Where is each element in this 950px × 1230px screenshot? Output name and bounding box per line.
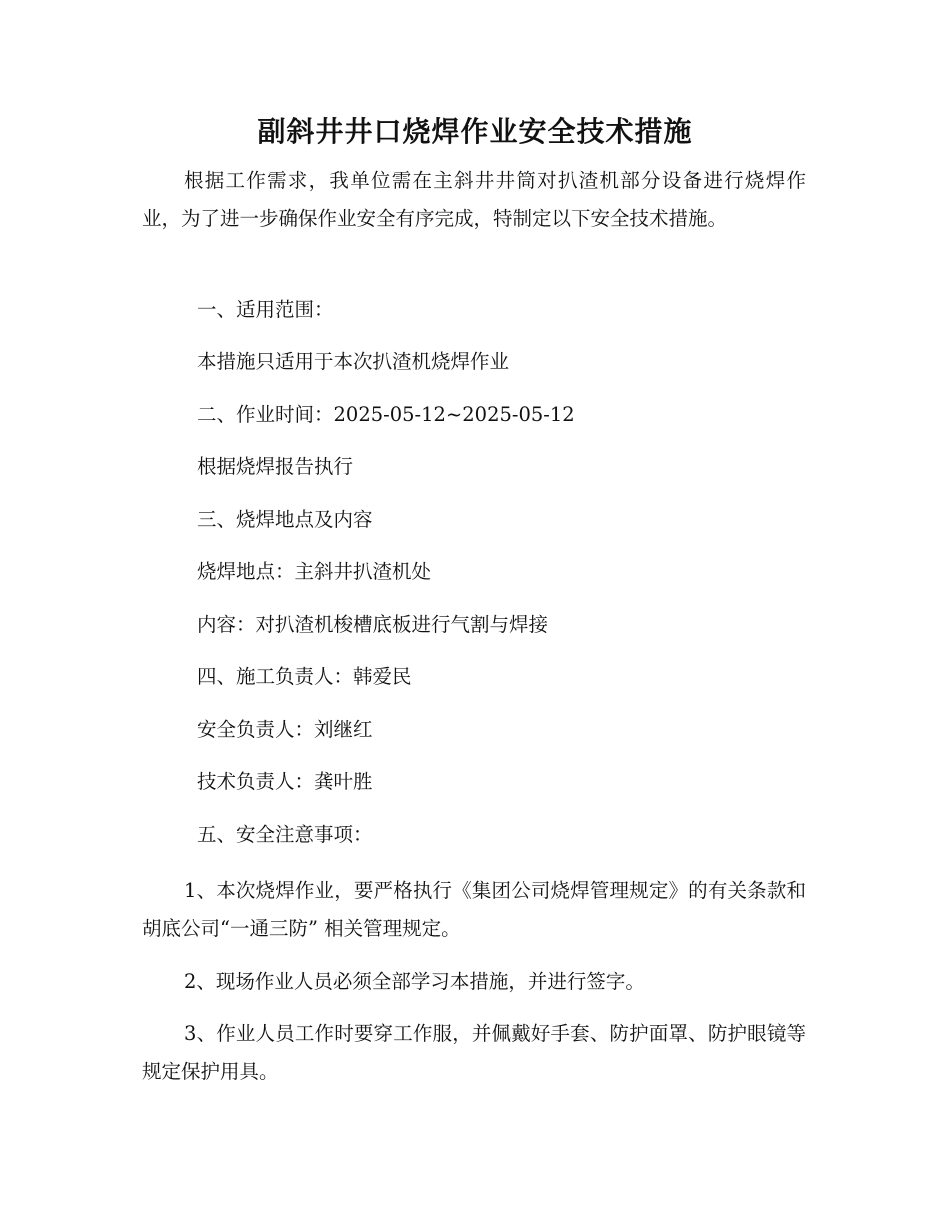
safety-item-3: 3、作业人员工作时要穿工作服，并佩戴好手套、防护面罩、防护眼镜等规定保护用具。 [142, 1022, 806, 1083]
section-4-safety-lead: 安全负责人：刘继红 [197, 718, 373, 741]
section-5-heading: 五、安全注意事项： [197, 823, 373, 846]
section-3-location: 烧焊地点：主斜井扒渣机处 [197, 560, 432, 583]
section-1-text: 本措施只适用于本次扒渣机烧焊作业 [197, 350, 510, 373]
section-4-tech-lead: 技术负责人：龚叶胜 [197, 770, 373, 793]
intro-paragraph: 根据工作需求，我单位需在主斜井井筒对扒渣机部分设备进行烧焊作业，为了进一步确保作业安全有序完成，特制定以下安全技术措施。 [142, 169, 806, 230]
document-title: 副斜井井口烧焊作业安全技术措施 [257, 115, 693, 148]
section-1-heading: 一、适用范围： [197, 298, 334, 321]
section-2-heading: 二、作业时间：2025-05-12~2025-05-12 [197, 403, 575, 426]
section-3-content: 内容：对扒渣机梭槽底板进行气割与焊接 [197, 613, 549, 636]
section-3-heading: 三、烧焊地点及内容 [197, 508, 373, 531]
section-4-heading: 四、施工负责人：韩爱民 [197, 665, 412, 688]
safety-item-2: 2、现场作业人员必须全部学习本措施，并进行签字。 [184, 970, 645, 993]
section-2-text: 根据烧焊报告执行 [197, 455, 354, 478]
safety-item-1: 1、本次烧焊作业，要严格执行《集团公司烧焊管理规定》的有关条款和胡底公司“一通三防” 相关管理规定。 [142, 879, 806, 940]
